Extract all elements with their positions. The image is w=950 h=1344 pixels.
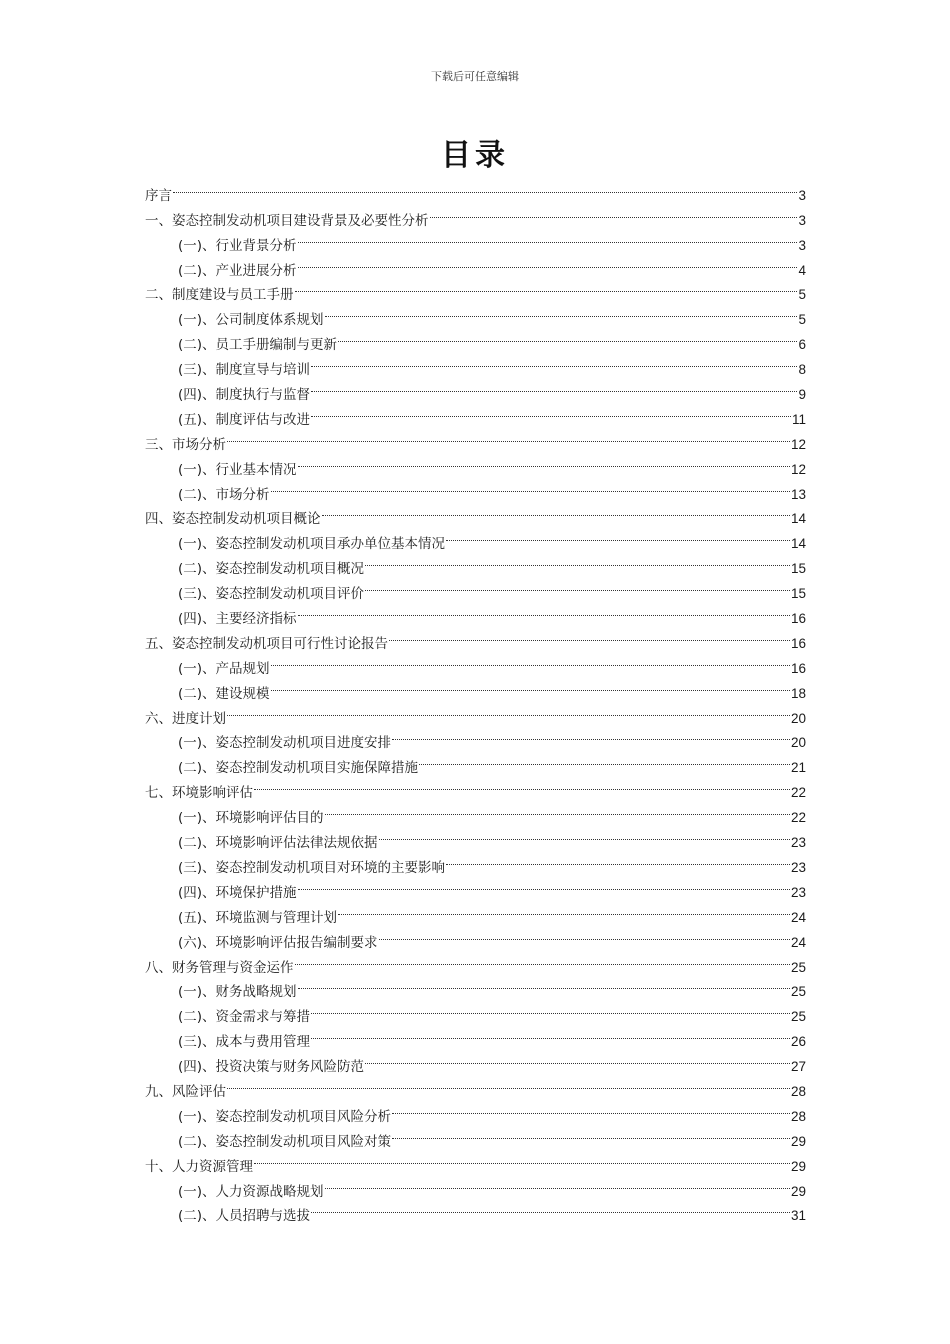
toc-entry-label: (四)、投资决策与财务风险防范 [178, 1059, 365, 1076]
toc-entry-page-number: 25 [790, 984, 806, 1000]
toc-entry-page-number: 11 [791, 411, 806, 427]
toc-entry-label: 四、姿态控制发动机项目概论 [145, 511, 321, 528]
toc-leader-dots [392, 1096, 790, 1121]
toc-entry-page-number: 23 [790, 835, 806, 851]
toc-leader-dots [392, 723, 790, 748]
toc-entry-page-number: 9 [798, 387, 806, 403]
toc-entry-page-number: 28 [790, 1083, 806, 1099]
toc-entry-label: (一)、行业背景分析 [178, 237, 297, 254]
toc-entry-page-number: 28 [790, 1108, 806, 1124]
toc-leader-dots [379, 822, 790, 847]
toc-leader-dots [298, 250, 798, 275]
toc-entry-page-number: 23 [790, 859, 806, 875]
toc-entry-page-number: 14 [790, 536, 806, 552]
toc-entry[interactable] [145, 449, 806, 478]
toc-entry-label: 一、姿态控制发动机项目建设背景及必要性分析 [145, 212, 429, 229]
toc-leader-dots [325, 1171, 790, 1196]
toc-entry-page-number: 20 [790, 735, 806, 751]
toc-entry-page-number: 3 [798, 187, 806, 203]
toc-entry-label: (二)、市场分析 [178, 486, 270, 503]
toc-entry-page-number: 5 [798, 312, 806, 328]
toc-title: 目录 [441, 138, 509, 173]
toc-entry-label: (二)、建设规模 [178, 685, 270, 702]
toc-leader-dots [295, 947, 790, 972]
toc-leader-dots [311, 1196, 790, 1221]
toc-entry-page-number: 13 [790, 486, 806, 502]
toc-leader-dots [379, 922, 790, 947]
toc-entry-page-number: 18 [790, 685, 806, 701]
toc-entry-page-number: 20 [790, 710, 806, 726]
toc-entry-page-number: 16 [790, 611, 806, 627]
toc-entry-label: (一)、行业基本情况 [178, 461, 297, 478]
toc-entry-page-number: 24 [790, 934, 806, 950]
toc-leader-dots [311, 349, 797, 374]
toc-leader-dots [365, 1046, 790, 1071]
toc-leader-dots [419, 747, 790, 772]
toc-entry-page-number: 16 [790, 660, 806, 676]
toc-leader-dots [271, 648, 790, 673]
toc-entry-page-number: 15 [790, 561, 806, 577]
toc-entry[interactable] [145, 1096, 806, 1125]
toc-entry-label: 五、姿态控制发动机项目可行性讨论报告 [145, 635, 388, 652]
toc-entry-label: (四)、环境保护措施 [178, 884, 297, 901]
toc-entry-page-number: 5 [798, 287, 806, 303]
toc-entry[interactable] [145, 698, 806, 727]
toc-entry-page-number: 25 [790, 959, 806, 975]
toc-leader-dots [325, 299, 798, 324]
toc-leader-dots [298, 872, 790, 897]
toc-leader-dots [365, 548, 790, 573]
toc-entry-page-number: 15 [790, 586, 806, 602]
toc-entry-page-number: 26 [790, 1034, 806, 1050]
toc-leader-dots [295, 275, 798, 300]
toc-entry[interactable] [145, 1071, 806, 1100]
toc-entry-label: 序言 [145, 187, 172, 204]
toc-entry-page-number: 4 [798, 262, 806, 278]
toc-entry-page-number: 3 [798, 212, 806, 228]
toc-leader-dots [338, 897, 790, 922]
toc-leader-dots [298, 449, 790, 474]
toc-entry-label: (三)、成本与费用管理 [178, 1034, 311, 1051]
toc-entry-page-number: 22 [790, 785, 806, 801]
toc-entry[interactable] [145, 175, 806, 204]
toc-leader-dots [271, 474, 790, 499]
toc-entry[interactable] [145, 424, 806, 453]
toc-leader-dots [365, 573, 790, 598]
toc-entry-label: (二)、姿态控制发动机项目实施保障措施 [178, 760, 419, 777]
toc-entry-page-number: 27 [790, 1059, 806, 1075]
toc-entry-label: (一)、公司制度体系规划 [178, 312, 324, 329]
toc-entry-label: (四)、制度执行与监督 [178, 387, 311, 404]
toc-leader-dots [298, 972, 790, 997]
toc-entry-label: (三)、制度宣导与培训 [178, 362, 311, 379]
toc-leader-dots [173, 175, 797, 200]
toc-leader-dots [227, 1071, 790, 1096]
toc-leader-dots [298, 225, 798, 250]
toc-entry-label: (二)、资金需求与筹措 [178, 1009, 311, 1026]
toc-entry-page-number: 29 [790, 1133, 806, 1149]
toc-entry-label: (一)、环境影响评估目的 [178, 810, 324, 827]
toc-entry-page-number: 29 [790, 1183, 806, 1199]
toc-entry-label: (一)、财务战略规划 [178, 984, 297, 1001]
toc-entry-page-number: 3 [798, 237, 806, 253]
toc-entry-label: (一)、产品规划 [178, 660, 270, 677]
toc-leader-dots [227, 698, 790, 723]
toc-entry-label: 九、风险评估 [145, 1083, 226, 1100]
toc-leader-dots [322, 499, 790, 524]
toc-entry-label: (三)、姿态控制发动机项目评价 [178, 586, 365, 603]
toc-entry-label: 七、环境影响评估 [145, 785, 253, 802]
toc-entry-label: (二)、姿态控制发动机项目风险对策 [178, 1133, 392, 1150]
toc-leader-dots [311, 1021, 790, 1046]
toc-leader-dots [389, 623, 790, 648]
toc-entry-label: 八、财务管理与资金运作 [145, 959, 294, 976]
toc-entry-page-number: 16 [790, 635, 806, 651]
toc-entry-label: (二)、环境影响评估法律法规依据 [178, 835, 378, 852]
toc-entry-label: (一)、姿态控制发动机项目承办单位基本情况 [178, 536, 446, 553]
toc-entry[interactable] [145, 723, 806, 752]
toc-leader-dots [446, 847, 790, 872]
toc-leader-dots [325, 797, 790, 822]
toc-leader-dots [311, 374, 797, 399]
toc-entry-label: (二)、员工手册编制与更新 [178, 337, 338, 354]
toc-entry-page-number: 14 [790, 511, 806, 527]
toc-entry-page-number: 8 [798, 362, 806, 378]
toc-leader-dots [298, 598, 790, 623]
toc-entry-label: (一)、姿态控制发动机项目风险分析 [178, 1108, 392, 1125]
toc-entry-label: (一)、人力资源战略规划 [178, 1183, 324, 1200]
toc-entry-label: (一)、姿态控制发动机项目进度安排 [178, 735, 392, 752]
toc-leader-dots [311, 399, 791, 424]
toc-entry-label: (四)、主要经济指标 [178, 611, 297, 628]
toc-leader-dots [271, 673, 790, 698]
header-note: 下载后可任意编辑 [431, 70, 519, 83]
toc-leader-dots [227, 424, 790, 449]
toc-leader-dots [430, 200, 798, 225]
toc-leader-dots [254, 772, 790, 797]
toc-leader-dots [311, 996, 790, 1021]
toc-entry-page-number: 24 [790, 909, 806, 925]
toc-entry-page-number: 31 [790, 1208, 806, 1224]
toc-entry-label: 三、市场分析 [145, 436, 226, 453]
toc-entry-label: (二)、姿态控制发动机项目概况 [178, 561, 365, 578]
toc-entry-page-number: 29 [790, 1158, 806, 1174]
toc-entry-label: (二)、产业进展分析 [178, 262, 297, 279]
toc-entry-page-number: 21 [790, 760, 806, 776]
table-of-contents [145, 175, 806, 1225]
toc-entry-label: (五)、制度评估与改进 [178, 411, 311, 428]
toc-entry-page-number: 23 [790, 884, 806, 900]
toc-entry[interactable] [145, 200, 806, 229]
toc-entry-label: 十、人力资源管理 [145, 1158, 253, 1175]
toc-entry-label: (五)、环境监测与管理计划 [178, 909, 338, 926]
toc-entry-label: (二)、人员招聘与选拔 [178, 1208, 311, 1225]
toc-entry-label: (三)、姿态控制发动机项目对环境的主要影响 [178, 859, 446, 876]
toc-leader-dots [446, 523, 790, 548]
toc-entry-page-number: 12 [790, 436, 806, 452]
toc-leader-dots [392, 1121, 790, 1146]
toc-leader-dots [338, 324, 797, 349]
toc-entry-label: 六、进度计划 [145, 710, 226, 727]
toc-entry-label: 二、制度建设与员工手册 [145, 287, 294, 304]
toc-entry-label: (六)、环境影响评估报告编制要求 [178, 934, 378, 951]
toc-entry-page-number: 6 [798, 337, 806, 353]
toc-leader-dots [254, 1146, 790, 1171]
toc-entry-page-number: 12 [790, 461, 806, 477]
toc-entry-page-number: 22 [790, 810, 806, 826]
toc-entry-page-number: 25 [790, 1009, 806, 1025]
